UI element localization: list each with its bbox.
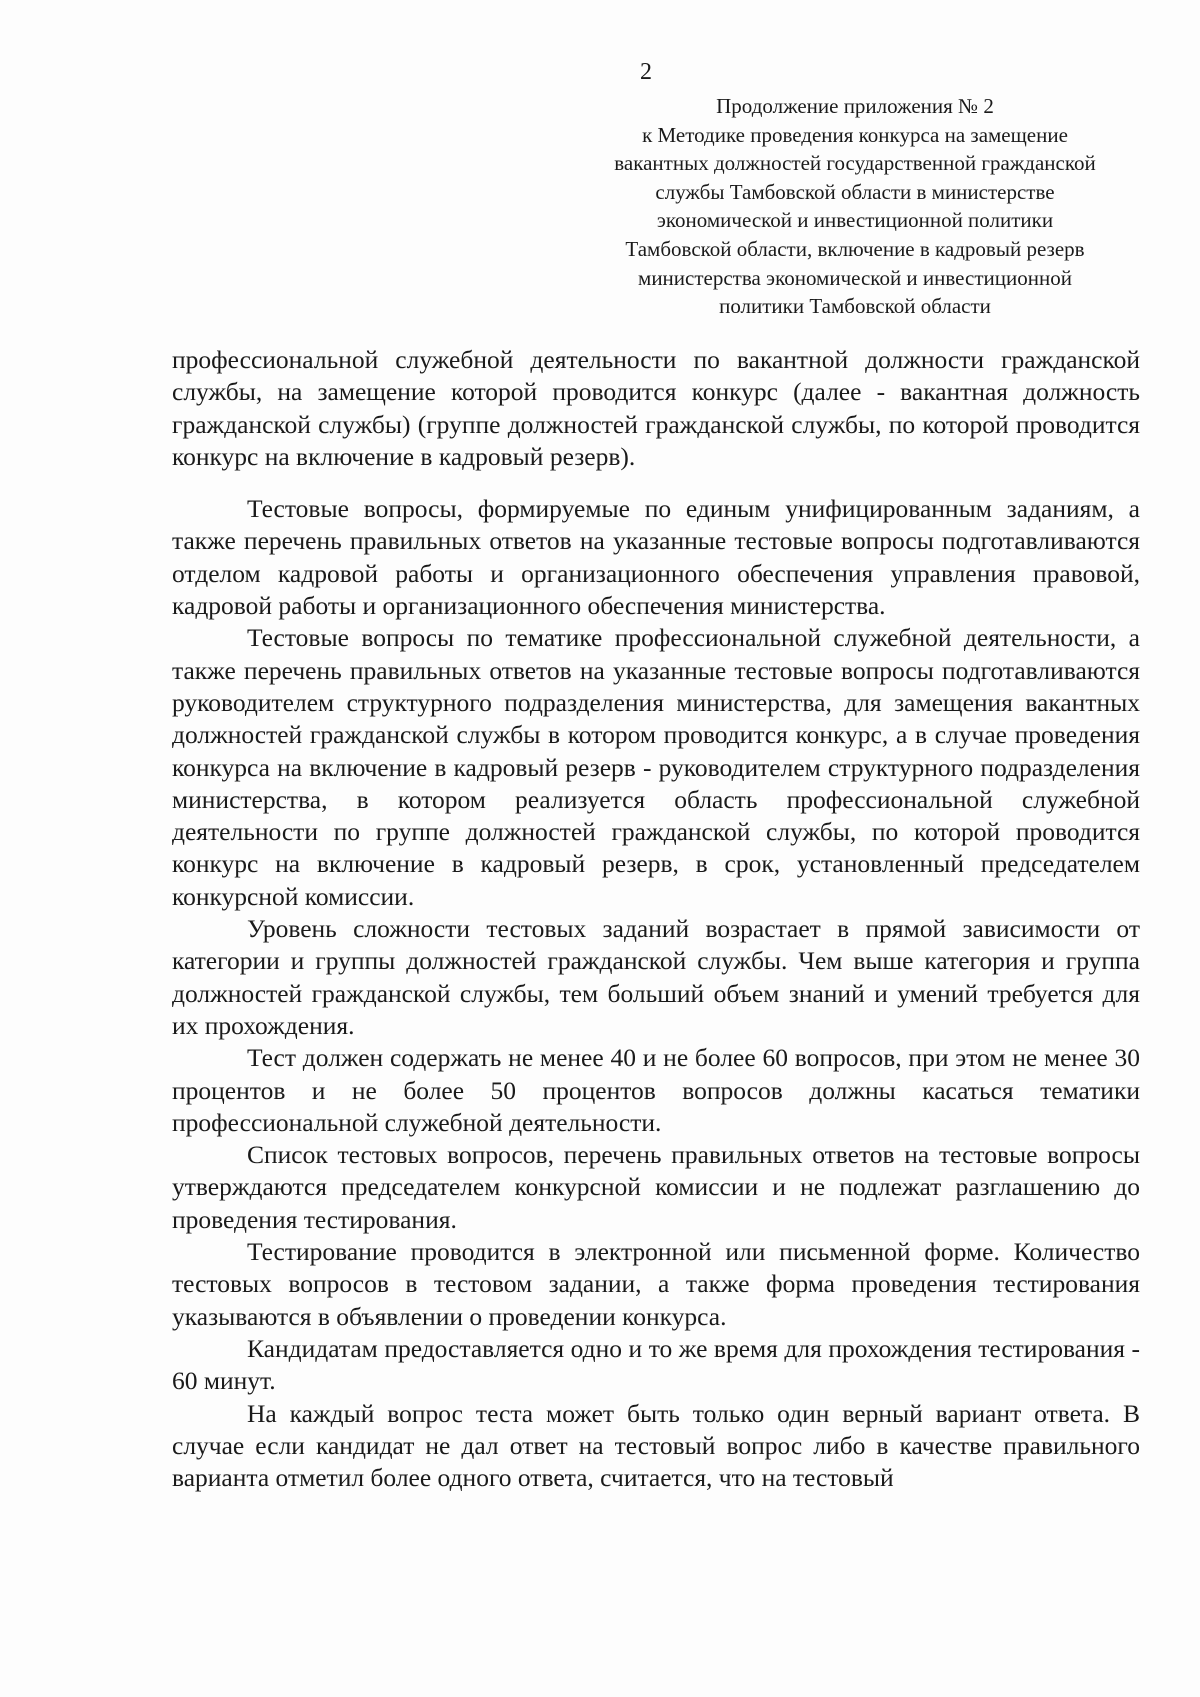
header-note-line: Продолжение приложения № 2 [716, 94, 994, 118]
body-paragraph: На каждый вопрос теста может быть только один верный вариант ответа. В случае если кандидат не дал ответ на тестовый вопрос либо в качестве правильного варианта отметил более одного ответа, считается, что на тестовый [172, 1398, 1140, 1493]
document-body [172, 344, 1140, 1494]
body-paragraph: Тестовые вопросы, формируемые по единым унифицированным заданиям, а также перечень правильных ответов на указанные тестовые вопросы подготавливаются отделом кадровой работы и организационного обеспечения управления правовой, кадровой работы и организационного обеспечения министерства. [172, 494, 1140, 621]
header-note-line: министерства экономической и инвестиционной [638, 265, 1072, 290]
body-paragraph: профессиональной служебной деятельности по вакантной должности гражданской службы, на замещение которой проводится конкурс (далее - вакантная должность гражданской службы) (группе должностей гражданской службы, по которой проводится конкурс на включение в кадровый резерв). [172, 345, 1140, 471]
header-note-line: вакантных должностей государственной гражданской [614, 151, 1096, 176]
header-note-line: к Методике проведения конкурса на замещение [642, 122, 1068, 147]
body-paragraph: Тестовые вопросы по тематике профессиональной служебной деятельности, а также перечень правильных ответов на указанные тестовые вопросы подготавливаются руководителем структурного подразделения министерства, для замещения вакантных должностей гражданской службы в котором проводится конкурс, а в случае проведения конкурса на включение в кадровый резерв - руководителем структурного подразделения министерства, в котором реализуется область профессиональной служебной деятельности по группе должностей гражданской службы, по которой проводится конкурс на включение в кадровый резерв, в срок, установленный председателем конкурсной комиссии. [172, 623, 1140, 911]
body-paragraph: Тестирование проводится в электронной или письменной форме. Количество тестовых вопросов в тестовом задании, а также форма проведения тестирования указываются в объявлении о проведении конкурса. [172, 1237, 1140, 1331]
page-number: 2 [640, 59, 652, 85]
header-note-line: политики Тамбовской области [719, 294, 991, 319]
header-note-line: Тамбовской области, включение в кадровый резерв [625, 236, 1085, 261]
body-paragraph: Список тестовых вопросов, перечень правильных ответов на тестовые вопросы утверждаются председателем конкурсной комиссии и не подлежат разглашению до проведения тестирования. [172, 1140, 1140, 1234]
header-note-line: службы Тамбовской области в министерстве [655, 179, 1055, 204]
body-paragraph: Тест должен содержать не менее 40 и не более 60 вопросов, при этом не менее 30 процентов и не более 50 процентов вопросов должны касаться тематики профессиональной служебной деятельности. [172, 1043, 1140, 1137]
header-note-line: экономической и инвестиционной политики [656, 208, 1054, 233]
body-paragraph: Уровень сложности тестовых заданий возрастает в прямой зависимости от категории и группы должностей гражданской службы. Чем выше категория и группа должностей гражданской службы, тем больший объем знаний и умений требуется для их прохождения. [172, 914, 1140, 1040]
body-paragraph: Кандидатам предоставляется одно и то же время для прохождения тестирования - 60 минут. [172, 1333, 1140, 1396]
appendix-header-note [570, 92, 1140, 321]
